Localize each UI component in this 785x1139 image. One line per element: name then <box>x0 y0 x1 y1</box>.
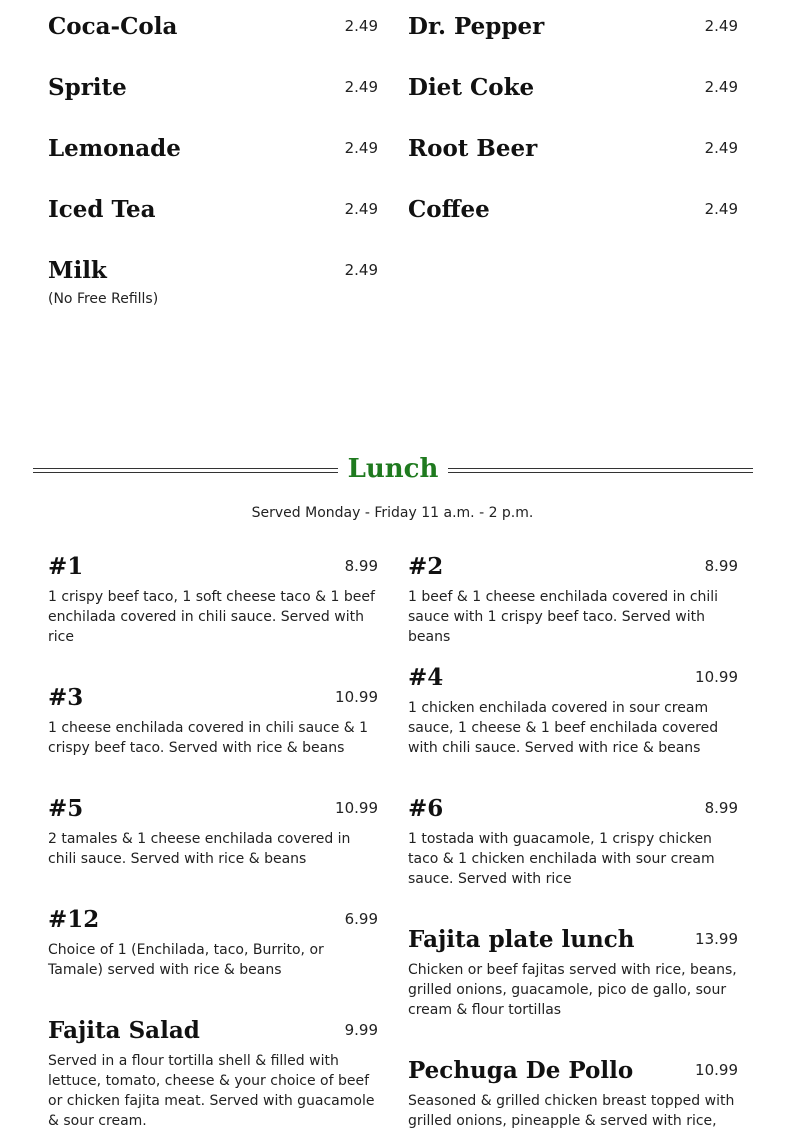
section-subtitle: Served Monday - Friday 11 a.m. - 2 p.m. <box>251 505 534 521</box>
item-name: Lemonade <box>48 135 181 162</box>
item-description: 1 tostada with guacamole, 1 crispy chicken taco & 1 chicken enchilada with sour cream sauce. Served with rice <box>408 831 715 887</box>
item-price: 10.99 <box>695 1061 738 1079</box>
item-price: 2.49 <box>344 17 378 35</box>
item-price: 13.99 <box>695 930 738 948</box>
menu-item <box>48 196 378 257</box>
item-name: #2 <box>408 553 444 580</box>
lunch-item <box>408 795 738 889</box>
item-price: 6.99 <box>344 910 378 928</box>
menu-item <box>408 196 738 257</box>
item-description: 1 chicken enchilada covered in sour cream sauce, 1 cheese & 1 beef enchilada covered with chili sauce. Served with rice & beans <box>408 700 719 756</box>
item-name: #6 <box>408 795 444 822</box>
item-price: 2.49 <box>344 78 378 96</box>
lunch-header <box>33 450 753 490</box>
drinks-left-column <box>48 13 378 307</box>
lunch-item <box>48 1017 378 1131</box>
item-description: Chicken or beef fajitas served with rice, beans, grilled onions, guacamole, pico de gallo, sour cream & flour tortillas <box>408 962 737 1018</box>
item-name: #3 <box>48 684 84 711</box>
menu-item <box>408 74 738 135</box>
item-name: Coca-Cola <box>48 13 178 40</box>
item-name: #12 <box>48 906 100 933</box>
section-title: Lunch <box>347 454 439 484</box>
item-description: Choice of 1 (Enchilada, taco, Burrito, or Tamale) served with rice & beans <box>48 942 324 978</box>
lunch-item <box>408 926 738 1020</box>
item-name: #1 <box>48 553 84 580</box>
item-description: 2 tamales & 1 cheese enchilada covered in chili sauce. Served with rice & beans <box>48 831 351 867</box>
item-description: 1 beef & 1 cheese enchilada covered in chili sauce with 1 crispy beef taco. Served with beans <box>408 589 719 645</box>
menu-item <box>408 13 738 74</box>
item-price: 8.99 <box>704 557 738 575</box>
item-price: 10.99 <box>335 799 378 817</box>
lunch-item <box>48 795 378 869</box>
item-description: Seasoned & grilled chicken breast topped with grilled onions, pineapple & served with rice, <box>408 1093 735 1129</box>
menu-item <box>48 13 378 74</box>
item-name: Fajita plate lunch <box>408 926 635 953</box>
drinks-right-column <box>408 13 738 257</box>
item-name: Diet Coke <box>408 74 535 101</box>
item-name: Milk <box>48 257 107 284</box>
item-name: Root Beer <box>408 135 538 162</box>
menu-item <box>48 74 378 135</box>
lunch-item <box>48 553 378 647</box>
item-name: Pechuga De Pollo <box>408 1057 634 1084</box>
menu-item <box>408 135 738 196</box>
item-name: Sprite <box>48 74 127 101</box>
item-price: 10.99 <box>695 668 738 686</box>
lunch-item <box>408 664 738 758</box>
item-price: 2.49 <box>704 17 738 35</box>
item-price: 2.49 <box>344 200 378 218</box>
item-description: 1 cheese enchilada covered in chili sauce & 1 crispy beef taco. Served with rice & beans <box>48 720 369 756</box>
lunch-item <box>48 684 378 758</box>
lunch-item <box>408 1057 738 1131</box>
item-name: Coffee <box>408 196 490 223</box>
item-description: 1 crispy beef taco, 1 soft cheese taco & 1 beef enchilada covered in chili sauce. Served with rice <box>48 589 375 645</box>
item-price: 2.49 <box>704 139 738 157</box>
item-name: #4 <box>408 664 444 691</box>
item-price: 2.49 <box>344 139 378 157</box>
menu-item <box>48 257 378 285</box>
item-description: Served in a flour tortilla shell & filled with lettuce, tomato, cheese & your choice of beef or chicken fajita meat. Served with guacamole & sour cream. <box>48 1053 375 1129</box>
item-price: 2.49 <box>344 261 378 279</box>
lunch-item <box>408 553 738 647</box>
refill-note: (No Free Refills) <box>48 291 159 307</box>
item-price: 8.99 <box>344 557 378 575</box>
item-price: 2.49 <box>704 200 738 218</box>
item-price: 8.99 <box>704 799 738 817</box>
item-name: Iced Tea <box>48 196 156 223</box>
menu-item <box>48 135 378 196</box>
item-name: Dr. Pepper <box>408 13 545 40</box>
item-price: 9.99 <box>344 1021 378 1039</box>
item-price: 2.49 <box>704 78 738 96</box>
item-name: Fajita Salad <box>48 1017 200 1044</box>
item-name: #5 <box>48 795 84 822</box>
item-price: 10.99 <box>335 688 378 706</box>
lunch-item <box>48 906 378 980</box>
